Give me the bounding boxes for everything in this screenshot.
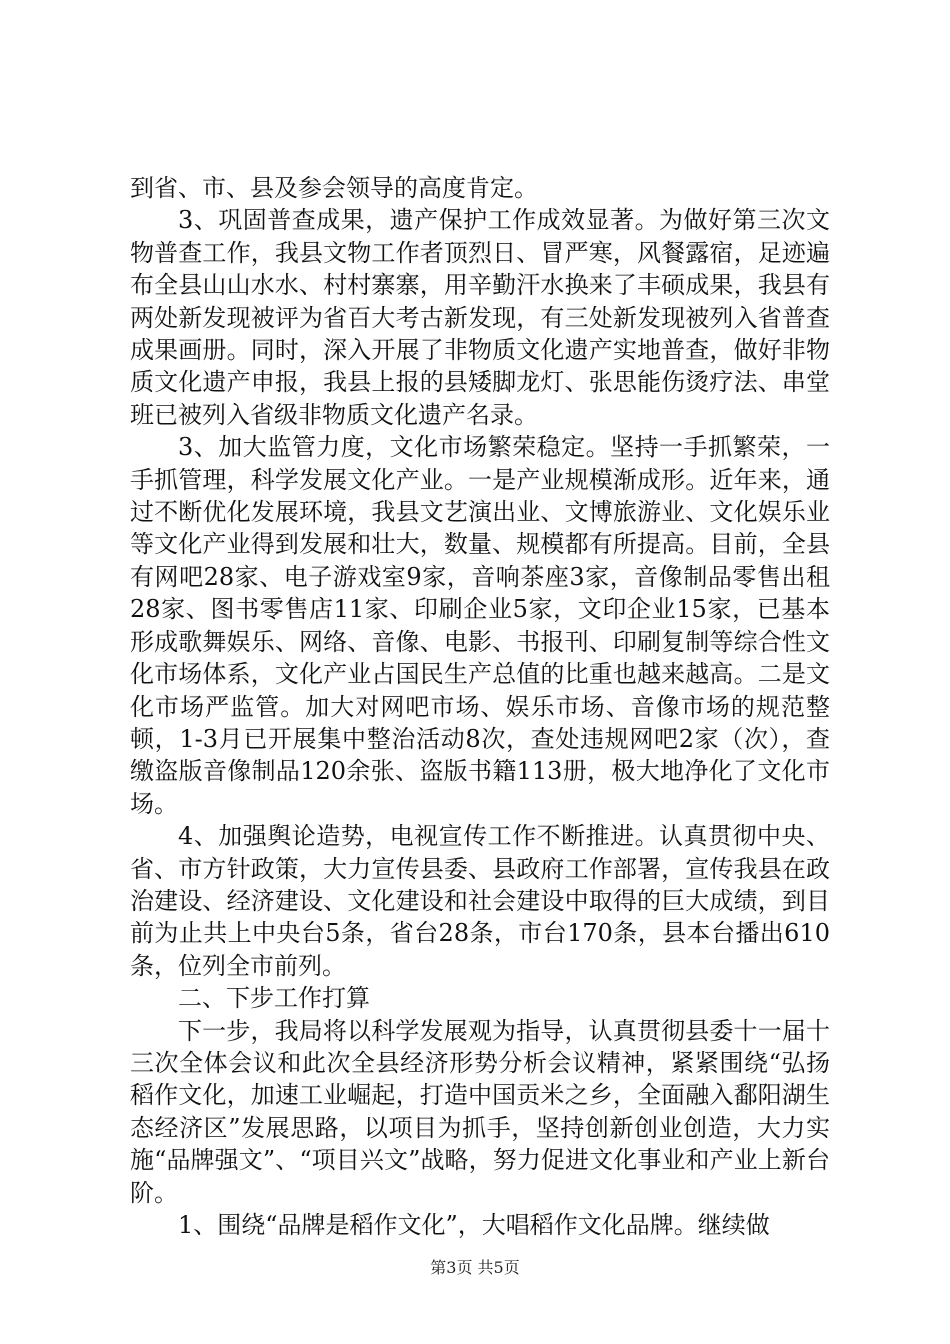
page-number-label: 第3页 共5页 [430, 1258, 520, 1277]
paragraph-publicity: 4、加强舆论造势，电视宣传工作不断推进。认真贯彻中央、省、市方针政策，大力宣传县委、县政府工作部署，宣传我县在政治建设、经济建设、文化建设和社会建设中取得的巨大成绩，到目前为止共上中央台5条，省台28条，市台170条，县本台播出610条，位列全市前列。 [130, 822, 830, 980]
paragraph-heritage-protection: 3、巩固普查成果，遗产保护工作成效显著。为做好第三次文物普查工作，我县文物工作者顶烈日、冒严寒，风餐露宿，足迹遍布全县山山水水、村村寨寨，用辛勤汗水换来了丰硕成果，我县有两处新发现被评为省百大考古新发现，有三处新发现被列入省普查成果画册。同时，深入开展了非物质文化遗产实地普查，做好非物质文化遗产申报，我县上报的县矮脚龙灯、张思能伤烫疗法、串堂班已被列入省级非物质文化遗产名录。 [130, 206, 830, 429]
paragraph-next-step-plan: 下一步，我局将以科学发展观为指导，认真贯彻县委十一届十三次全体会议和此次全县经济形势分析会议精神，紧紧围绕“弘扬稻作文化，加速工业崛起，打造中国贡米之乡，全面融入鄱阳湖生态经济区”发展思路，以项目为抓手，坚持创新创业创造，大力实施“品牌强文”、“项目兴文”战略，努力促进文化事业和产业上新台阶。 [130, 1016, 830, 1207]
paragraph-brand-culture: 1、围绕“品牌是稻作文化”，大唱稻作文化品牌。继续做 [178, 1211, 770, 1239]
page-footer [0, 1258, 950, 1278]
paragraph-continuation: 到省、市、县及参会领导的高度肯定。 [130, 174, 538, 202]
section-heading-next-steps: 二、下步工作打算 [178, 984, 370, 1013]
paragraph-market-supervision: 3、加大监管力度，文化市场繁荣稳定。坚持一手抓繁荣，一手抓管理，科学发展文化产业。一是产业规模渐成形。近年来，通过不断优化发展环境，我县文艺演出业、文博旅游业、文化娱乐业等文化产业得到发展和壮大，数量、规模都有所提高。目前，全县有网吧28家、电子游戏室9家，音响茶座3家，音像制品零售出租28家、图书零售店11家、印刷企业5家，文印企业15家，已基本形成歌舞娱乐、网络、音像、电影、书报刊、印刷复制等综合性文化市场体系，文化产业占国民生产总值的比重也越来越高。二是文化市场严监管。加大对网吧市场、娱乐市场、音像市场的规范整顿，1-3月已开展集中整治活动8次，查处违规网吧2家（次），查缴盗版音像制品120余张、盗版书籍113册，极大地净化了文化市场。 [130, 433, 830, 818]
document-body [130, 172, 830, 1241]
